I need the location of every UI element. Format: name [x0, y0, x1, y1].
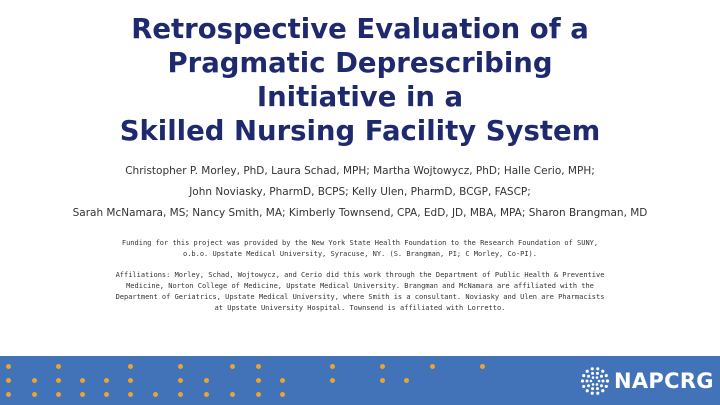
decorative-dot: [480, 364, 485, 369]
decorative-dot: [178, 378, 183, 383]
decorative-dot: [380, 378, 385, 383]
decorative-dot-pattern: [0, 356, 500, 405]
decorative-dot: [330, 364, 335, 369]
decorative-dot: [330, 378, 335, 383]
affiliation-line-3: Department of Geriatrics, Upstate Medical University, where Smith is a consultant. Noviasky and Ulen are Pharmacists: [115, 293, 605, 301]
decorative-dot: [204, 392, 209, 397]
decorative-dot: [230, 392, 235, 397]
footer-band: [0, 356, 720, 405]
decorative-dot: [280, 378, 285, 383]
logo-text: NAPCRG: [614, 369, 714, 393]
decorative-dot: [6, 378, 11, 383]
funding-statement: [0, 238, 720, 260]
decorative-dot: [56, 378, 61, 383]
decorative-dot: [32, 378, 37, 383]
decorative-dot: [104, 378, 109, 383]
author-line-1: Christopher P. Morley, PhD, Laura Schad, MPH; Martha Wojtowycz, PhD; Halle Cerio, MPH;: [125, 165, 595, 177]
affiliations-statement: [0, 270, 720, 314]
title-line-1: Retrospective Evaluation of a: [131, 13, 589, 45]
decorative-dot: [32, 392, 37, 397]
decorative-dot: [104, 392, 109, 397]
sunburst-dots-icon: [580, 366, 610, 396]
author-list: [0, 161, 720, 224]
affiliation-line-4: at Upstate University Hospital. Townsend is affiliated with Lorretto.: [214, 304, 506, 312]
affiliation-line-1: Affiliations: Morley, Schad, Wojtowycz, and Cerio did this work through the Department of Public Health & Preventive: [115, 271, 605, 279]
decorative-dot: [56, 392, 61, 397]
decorative-dot: [128, 392, 133, 397]
title-line-4: Skilled Nursing Facility System: [119, 115, 601, 147]
author-line-2: John Noviasky, PharmD, BCPS; Kelly Ulen, PharmD, BCGP, FASCP;: [189, 186, 531, 198]
decorative-dot: [178, 392, 183, 397]
funding-line-1: Funding for this project was provided by the New York State Health Foundation to the Research Foundation of SUNY,: [121, 239, 599, 247]
decorative-dot: [153, 392, 158, 397]
decorative-dot: [6, 392, 11, 397]
decorative-dot: [404, 378, 409, 383]
funding-line-2: o.b.o. Upstate Medical University, Syracuse, NY. (S. Brangman, PI; C Morley, Co-PI).: [182, 250, 537, 258]
decorative-dot: [128, 364, 133, 369]
title-line-3: Initiative in a: [256, 81, 464, 113]
decorative-dot: [230, 364, 235, 369]
slide-title: [0, 12, 720, 148]
decorative-dot: [256, 392, 261, 397]
decorative-dot: [56, 364, 61, 369]
author-line-3: Sarah McNamara, MS; Nancy Smith, MA; Kimberly Townsend, CPA, EdD, JD, MBA, MPA; Sharon Brangman, MD: [72, 207, 648, 219]
decorative-dot: [178, 364, 183, 369]
affiliation-line-2: Medicine, Norton College of Medicine, Upstate Medical University. Brangman and McNamara are affiliated with the: [126, 282, 594, 290]
title-line-2: Pragmatic Deprescribing: [167, 47, 553, 79]
decorative-dot: [80, 378, 85, 383]
decorative-dot: [380, 364, 385, 369]
decorative-dot: [256, 378, 261, 383]
decorative-dot: [204, 378, 209, 383]
decorative-dot: [6, 364, 11, 369]
decorative-dot: [128, 378, 133, 383]
decorative-dot: [430, 364, 435, 369]
napcrg-logo: [580, 366, 714, 396]
decorative-dot: [256, 364, 261, 369]
decorative-dot: [280, 392, 285, 397]
decorative-dot: [80, 392, 85, 397]
